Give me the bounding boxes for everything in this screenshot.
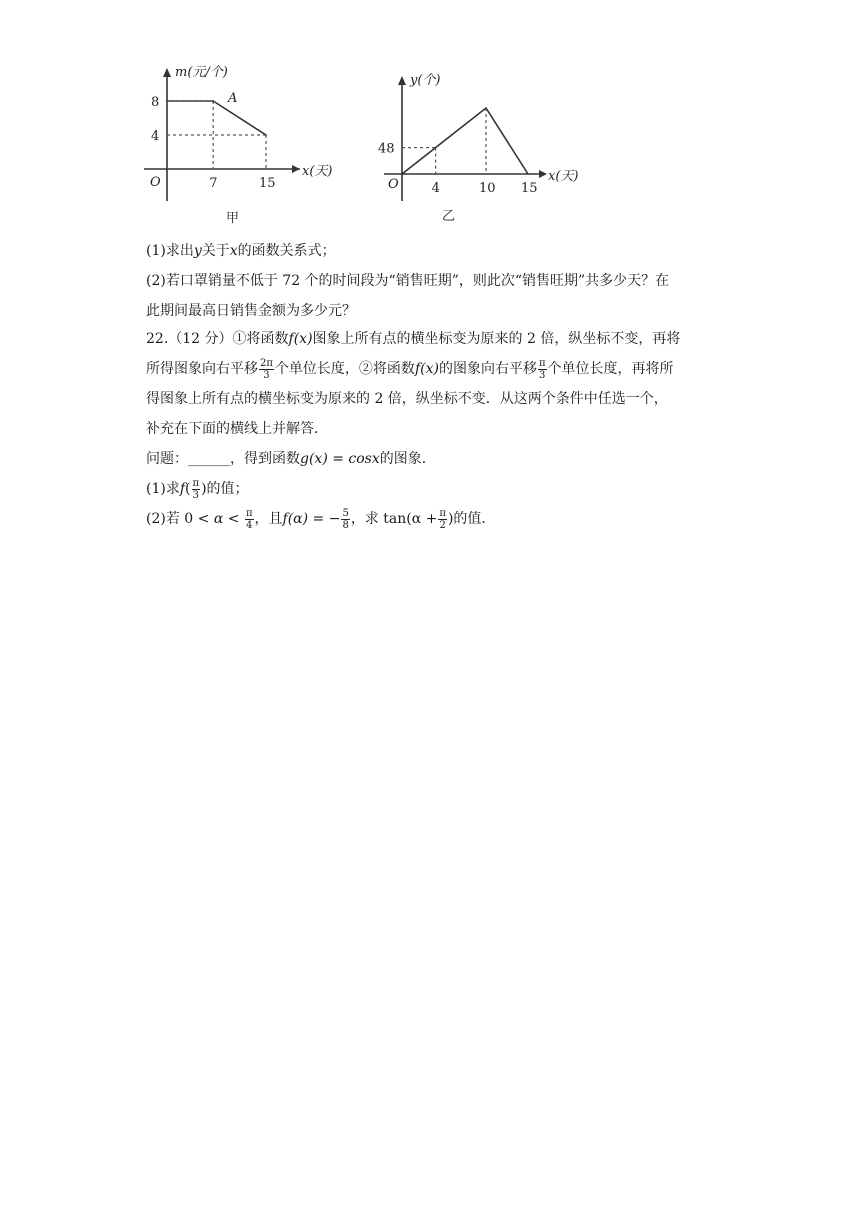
frac-den: 4 bbox=[246, 519, 253, 531]
q22-l1-b: 图象上所有点的横坐标变为原来的 2 倍，纵坐标不变，再将 bbox=[312, 331, 681, 347]
y-tick-label: 8 bbox=[151, 95, 160, 110]
q22-l2-a: 所得图象向右平移 bbox=[146, 361, 258, 377]
chart-jia bbox=[144, 65, 332, 226]
q22-line1 bbox=[146, 324, 726, 354]
x-tick-label: 15 bbox=[521, 181, 538, 196]
frac-den: 3 bbox=[539, 369, 546, 381]
q22-l6-open: ( bbox=[185, 481, 191, 497]
y-arrow-jia bbox=[163, 68, 171, 77]
y-arrow-yi bbox=[398, 76, 406, 85]
frac-num: π bbox=[538, 357, 546, 369]
ylabel-jia: m(元/个) bbox=[175, 65, 228, 80]
data-point bbox=[212, 100, 214, 102]
fraction-5-8 bbox=[341, 508, 349, 531]
origin-yi: O bbox=[388, 177, 399, 192]
q21-p1-mid: 关于 bbox=[201, 243, 230, 259]
fraction-pi-2 bbox=[438, 508, 447, 531]
q22-l5-b: 的图象． bbox=[379, 451, 436, 467]
q22-l6-b: 的值； bbox=[206, 481, 249, 497]
q22-l7-b: ，且 bbox=[254, 511, 283, 527]
q21-part1 bbox=[146, 236, 726, 266]
x-tick-label: 15 bbox=[259, 176, 276, 191]
q22-l7-alpha: α bbox=[213, 511, 224, 527]
fraction-pi-3 bbox=[538, 358, 547, 381]
q21-p1-var-y: y bbox=[193, 243, 202, 259]
q22-l1-fx: f(x) bbox=[288, 331, 313, 347]
q22-l1-a: 22.（12 分）①将函数 bbox=[146, 331, 289, 347]
data-point bbox=[265, 134, 267, 136]
q22-line3: 得图象上所有点的横坐标变为原来的 2 倍，纵坐标不变．从这两个条件中任选一个， bbox=[146, 391, 668, 407]
ylabel-yi: y(个) bbox=[410, 73, 441, 88]
fraction-2pi-3 bbox=[259, 358, 274, 381]
x-arrow-jia bbox=[292, 165, 300, 173]
data-point bbox=[485, 107, 487, 109]
q22-l7-d: )的值． bbox=[447, 511, 496, 527]
graphs-svg bbox=[140, 56, 620, 236]
caption-jia: 甲 bbox=[226, 211, 240, 226]
x-tick-label: 10 bbox=[479, 181, 496, 196]
q22-l7-f: f(α) = − bbox=[282, 511, 341, 527]
q22-line2 bbox=[146, 354, 726, 384]
x-tick-label: 4 bbox=[431, 181, 440, 196]
frac-num: π bbox=[192, 477, 200, 489]
q22-l2-c: 的图象向右平移 bbox=[438, 361, 537, 377]
series-line bbox=[167, 101, 266, 135]
q22-l6-f: f bbox=[179, 481, 186, 497]
q22-l5-a: 问题：______，得到函数 bbox=[146, 451, 300, 467]
q21-part2-line2: 此期间最高日销售金额为多少元？ bbox=[146, 303, 356, 319]
q21-p1-prefix: (1)求出 bbox=[146, 243, 194, 259]
q22-l2-fx: f(x) bbox=[414, 361, 439, 377]
data-point bbox=[401, 173, 403, 175]
q22-l5-g: g(x) = cosx bbox=[300, 451, 380, 467]
frac-den: 8 bbox=[342, 519, 349, 531]
frac-den: 3 bbox=[192, 489, 199, 501]
q21-part2-line1: (2)若口罩销量不低于 72 个的时间段为“销售旺期”，则此次“销售旺期”共多少天？在 bbox=[146, 273, 670, 289]
fraction-pi-3-b bbox=[192, 478, 201, 501]
q22-l7-lt: < bbox=[227, 511, 240, 527]
q22-line4: 补充在下面的横线上并解答． bbox=[146, 421, 328, 437]
q22-l7-a: (2)若 0 < bbox=[146, 511, 210, 527]
q22-l7-c: ，求 tan(α + bbox=[350, 511, 438, 527]
q22-line7 bbox=[146, 504, 726, 534]
frac-num: π bbox=[439, 507, 446, 519]
q22-line5 bbox=[146, 444, 726, 474]
point-a-label: A bbox=[228, 91, 238, 106]
x-arrow-yi bbox=[539, 170, 547, 178]
origin-jia: O bbox=[150, 175, 161, 190]
data-point bbox=[527, 173, 529, 175]
question-22 bbox=[146, 324, 726, 534]
caption-yi: 乙 bbox=[442, 209, 456, 224]
chart-yi bbox=[378, 73, 578, 224]
q22-l2-b: 个单位长度，②将函数 bbox=[274, 361, 415, 377]
y-tick-label: 4 bbox=[151, 129, 160, 144]
fraction-pi-4 bbox=[245, 508, 254, 531]
q21-p1-var-x: x bbox=[229, 243, 238, 259]
graphs-area bbox=[140, 56, 620, 236]
x-tick-label: 7 bbox=[209, 176, 218, 191]
frac-num: π bbox=[245, 507, 253, 519]
q21-p1-suffix: 的函数关系式； bbox=[237, 243, 336, 259]
frac-den: 2 bbox=[439, 519, 446, 531]
q22-l2-d: 个单位长度，再将所 bbox=[547, 361, 674, 377]
q22-line6 bbox=[146, 474, 726, 504]
q22-l6-a: (1)求 bbox=[146, 481, 180, 497]
series-line bbox=[402, 108, 528, 174]
xlabel-jia: x(天) bbox=[302, 164, 333, 179]
question-21-parts bbox=[146, 236, 726, 326]
y-tick-label: 48 bbox=[378, 141, 395, 157]
q22-l6-close: ) bbox=[201, 481, 207, 497]
data-point bbox=[166, 100, 168, 102]
frac-num: 2π bbox=[260, 357, 273, 369]
xlabel-yi: x(天) bbox=[548, 169, 579, 184]
frac-num: 5 bbox=[342, 507, 349, 519]
frac-den: 3 bbox=[263, 369, 270, 381]
data-point bbox=[435, 147, 437, 149]
